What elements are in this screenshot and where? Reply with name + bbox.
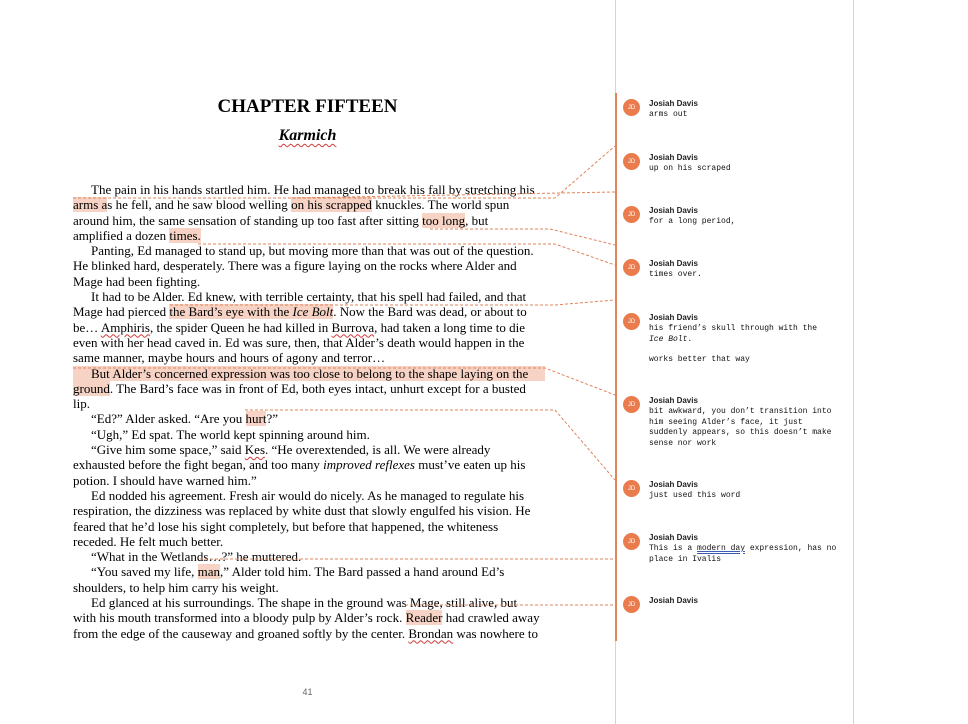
comment-author: Josiah Davis [649, 596, 698, 605]
text-line: Ed nodded his agreement. Fresh air would do nicely. As he managed to regulate his [91, 487, 525, 503]
avatar: JD [623, 533, 640, 550]
comment-text: bit awkward, you don’t transition into him seeing Alder’s face, it just suddenly appears, so this doesn’t make sense nor work [649, 407, 832, 448]
connector-line [73, 368, 615, 395]
spelling-flag[interactable]: Brondan [408, 625, 454, 641]
text-line: “Ed?” Alder asked. “Are you hurt?” [91, 411, 278, 427]
comment-text: This is a modern day expression, has no place in Ivalis [649, 544, 837, 564]
connector-line [198, 244, 615, 265]
text-line: be… Amphiris, the spider Queen he had killed in Burrova, had taken a long time to die [73, 319, 526, 335]
connector-line [170, 300, 615, 305]
chapter-subtitle: Karmich [278, 127, 337, 144]
text-line: “You saved my life, man,” Alder told him. The Bard passed a hand around Ed’s [91, 564, 505, 580]
text-line: “Ugh,” Ed spat. The world kept spinning around him. [91, 426, 370, 442]
avatar: JD [623, 480, 640, 497]
chapter-title: CHAPTER FIFTEEN [217, 96, 398, 117]
text-line: amplified a dozen times. [73, 227, 201, 243]
comment-text: times over. [649, 270, 702, 279]
comment-author: Josiah Davis [649, 396, 698, 405]
text-line: same manner, maybe hours and hours of agony and terror… [73, 350, 386, 366]
comment-author: Josiah Davis [649, 259, 698, 268]
comment-text: arms out [649, 110, 688, 119]
avatar: JD [623, 396, 640, 413]
comment-text: up on his scraped [649, 164, 731, 173]
comment-highlight[interactable]: But Alder’s concerned expression was too close to belong to the shape laying on the [73, 366, 545, 381]
connector-line [292, 192, 615, 198]
connector-line [73, 146, 615, 198]
comment-author: Josiah Davis [649, 533, 698, 542]
spelling-flag[interactable]: Kes [244, 442, 266, 458]
text-line: “Give him some space,” said Kes. “He overextended, is all. We were already [91, 442, 491, 458]
comment-author: Josiah Davis [649, 153, 698, 162]
comment-text: just used this word [649, 491, 741, 500]
text-line: ground. The Bard’s face was in front of Ed, both eyes intact, unhurt except for a busted [73, 380, 526, 396]
text-line: “What in the Wetlands…?” he muttered. [91, 549, 302, 565]
comment-highlight[interactable]: hurt [245, 411, 267, 427]
text-line: Mage had been fighting. [73, 273, 201, 289]
avatar: JD [623, 206, 640, 223]
spelling-flag[interactable]: Burrova [331, 319, 375, 335]
spelling-flag[interactable]: Amphiris [100, 319, 150, 335]
avatar: JD [623, 99, 640, 116]
avatar: JD [623, 313, 640, 330]
comment-highlight[interactable]: ground [73, 380, 110, 396]
comment-highlight[interactable]: times. [169, 227, 201, 243]
comment-author: Josiah Davis [649, 206, 698, 215]
text-line: from the edge of the causeway and groaned softly by the center. Brondan was nowhere to [73, 625, 538, 641]
comment-author: Josiah Davis [649, 480, 698, 489]
avatar: JD [623, 153, 640, 170]
text-line: shoulders, to help him carry his weight. [73, 579, 279, 595]
page-number: 41 [302, 687, 313, 697]
connector-line [430, 229, 615, 245]
avatar: JD [623, 259, 640, 276]
text-line: lip. [73, 396, 90, 412]
text-line: It had to be Alder. Ed knew, with terrible certainty, that his spell had failed, and that [91, 289, 527, 305]
text-line: arms as he fell, and he saw blood welling on his scrapped knuckles. The world spun [73, 197, 510, 213]
comment-author: Josiah Davis [649, 313, 698, 322]
text-line: The pain in his hands startled him. He had managed to break his fall by stretching his [91, 182, 535, 197]
comment-text: his friend’s skull through with the Ice Bolt. works better that way [649, 324, 818, 364]
comment-highlight[interactable]: man [197, 564, 221, 580]
text-line: with his mouth transformed into a bloody pulp by Alder’s rock. Reader had crawled away [73, 610, 540, 626]
text-line: receded. He felt much better. [73, 533, 224, 549]
connector-line [245, 410, 615, 480]
comment-highlight[interactable]: the Bard’s eye with the Ice Bolt [169, 304, 334, 320]
comment-highlight[interactable]: arms a [73, 197, 108, 213]
comment-highlight[interactable]: Reader [405, 610, 443, 626]
text-line: feared that he’d lose his sight completely, but before that happened, the whiteness [73, 518, 499, 534]
text-line: respiration, the dizziness was replaced by white dust that slowly engulfed his vision. He [73, 503, 531, 519]
text-line: Mage had pierced the Bard’s eye with the Ice Bolt. Now the Bard was dead, or about to [73, 304, 527, 320]
text-line: even with her head caved in. Ed was sure, then, that Alder’s death would happen in the [73, 334, 525, 350]
text-line: He blinked hard, desperately. There was a figure laying on the rocks where Alder and [73, 258, 517, 274]
comment-anchor-bar [615, 93, 617, 641]
text-line: Panting, Ed managed to stand up, but moving more than that was out of the question. [91, 243, 534, 259]
comment-text: for a long period, [649, 217, 736, 226]
comment-author: Josiah Davis [649, 99, 698, 108]
text-line: exhausted before the fight began, and too many improved reflexes must’ve eaten up his [73, 457, 526, 473]
avatar: JD [623, 596, 640, 613]
text-line: potion. I should have warned him.” [73, 472, 257, 488]
text-line: Ed glanced at his surroundings. The shape in the ground was Mage, still alive, but [91, 595, 518, 611]
comment-highlight[interactable]: too long [422, 212, 466, 228]
comment-highlight[interactable]: on his scrapped [291, 197, 372, 213]
text-line: around him, the same sensation of standing up too fast after sitting too long, but [73, 212, 489, 228]
